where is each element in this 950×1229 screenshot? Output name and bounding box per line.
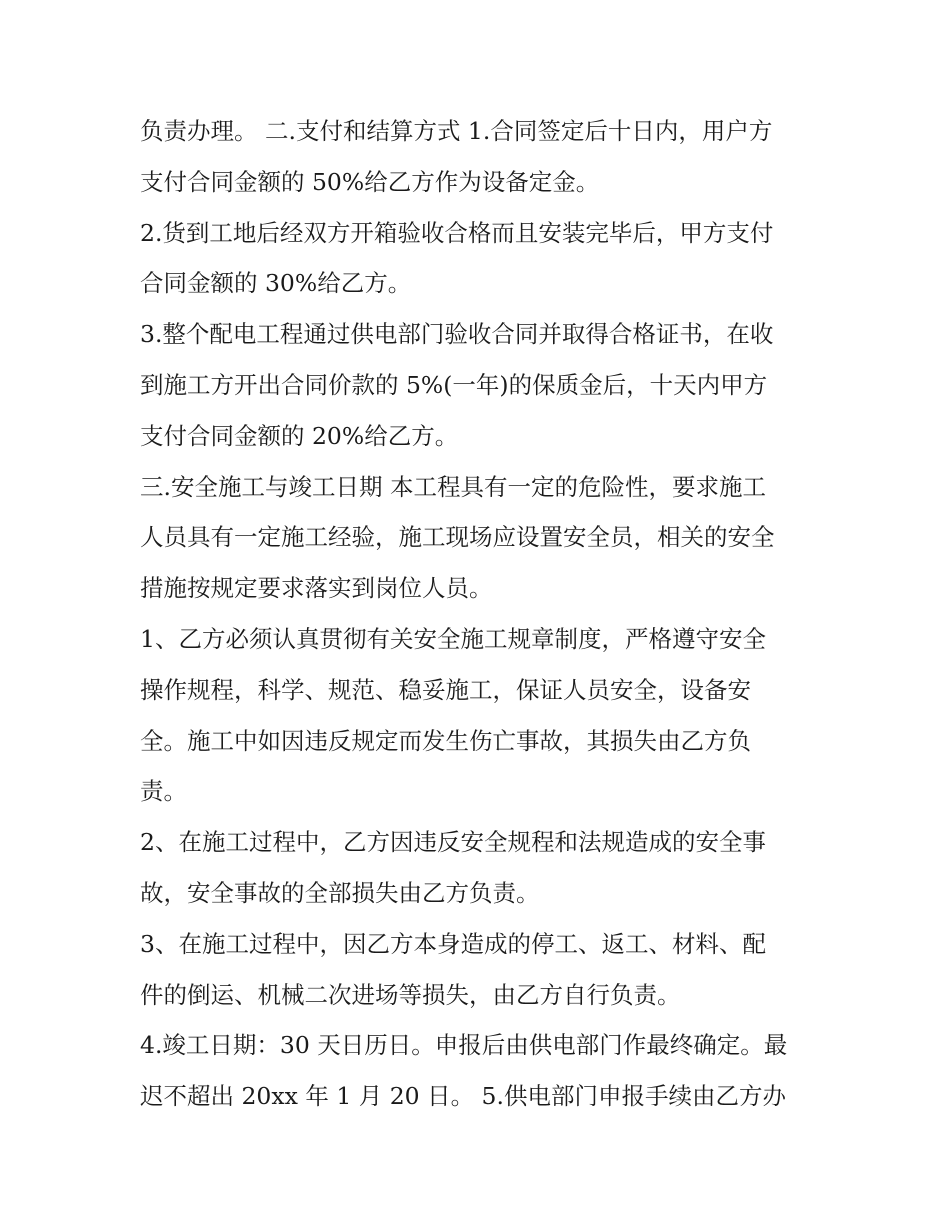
text-line: 措施按规定要求落实到岗位人员。	[140, 574, 493, 603]
text-line: 故，安全事故的全部损失由乙方负责。	[140, 878, 540, 907]
contract-text-body	[140, 106, 820, 1122]
text-line: 合同金额的 30%给乙方。	[140, 269, 412, 298]
text-line: 迟不超出 20xx 年 1 月 20 日。 5.供电部门申报手续由乙方办	[140, 1082, 786, 1111]
text-line: 负责办理。 二.支付和结算方式 1.合同签定后十日内，用户方	[140, 117, 773, 145]
text-line: 4.竣工日期：30 天日历日。申报后由供电部门作最终确定。最	[140, 1031, 788, 1060]
text-line: 1、乙方必须认真贯彻有关安全施工规章制度，严格遵守安全	[140, 624, 766, 653]
text-line: 到施工方开出合同价款的 5%(一年)的保质金后，十天内甲方	[140, 370, 768, 399]
text-line: 全。施工中如因违反规定而发生伤亡事故，其损失由乙方负	[140, 726, 751, 755]
text-line: 人员具有一定施工经验，施工现场应设置安全员，相关的安全	[140, 523, 775, 552]
text-line: 2、在施工过程中，乙方因违反安全规程和法规造成的安全事	[140, 828, 766, 857]
text-line: 3、在施工过程中，因乙方本身造成的停工、返工、材料、配	[140, 929, 766, 958]
text-line: 支付合同金额的 50%给乙方作为设备定金。	[140, 167, 600, 196]
text-line: 三.安全施工与竣工日期 本工程具有一定的危险性，要求施工	[140, 472, 766, 501]
text-line: 责。	[140, 777, 187, 806]
text-line: 操作规程，科学、规范、稳妥施工，保证人员安全，设备安	[140, 675, 751, 704]
text-line: 3.整个配电工程通过供电部门验收合同并取得合格证书，在收	[140, 320, 774, 349]
text-line: 件的倒运、机械二次进场等损失，由乙方自行负责。	[140, 980, 681, 1009]
text-line: 2.货到工地后经双方开箱验收合格而且安装完毕后，甲方支付	[140, 218, 774, 247]
text-line: 支付合同金额的 20%给乙方。	[140, 421, 459, 450]
